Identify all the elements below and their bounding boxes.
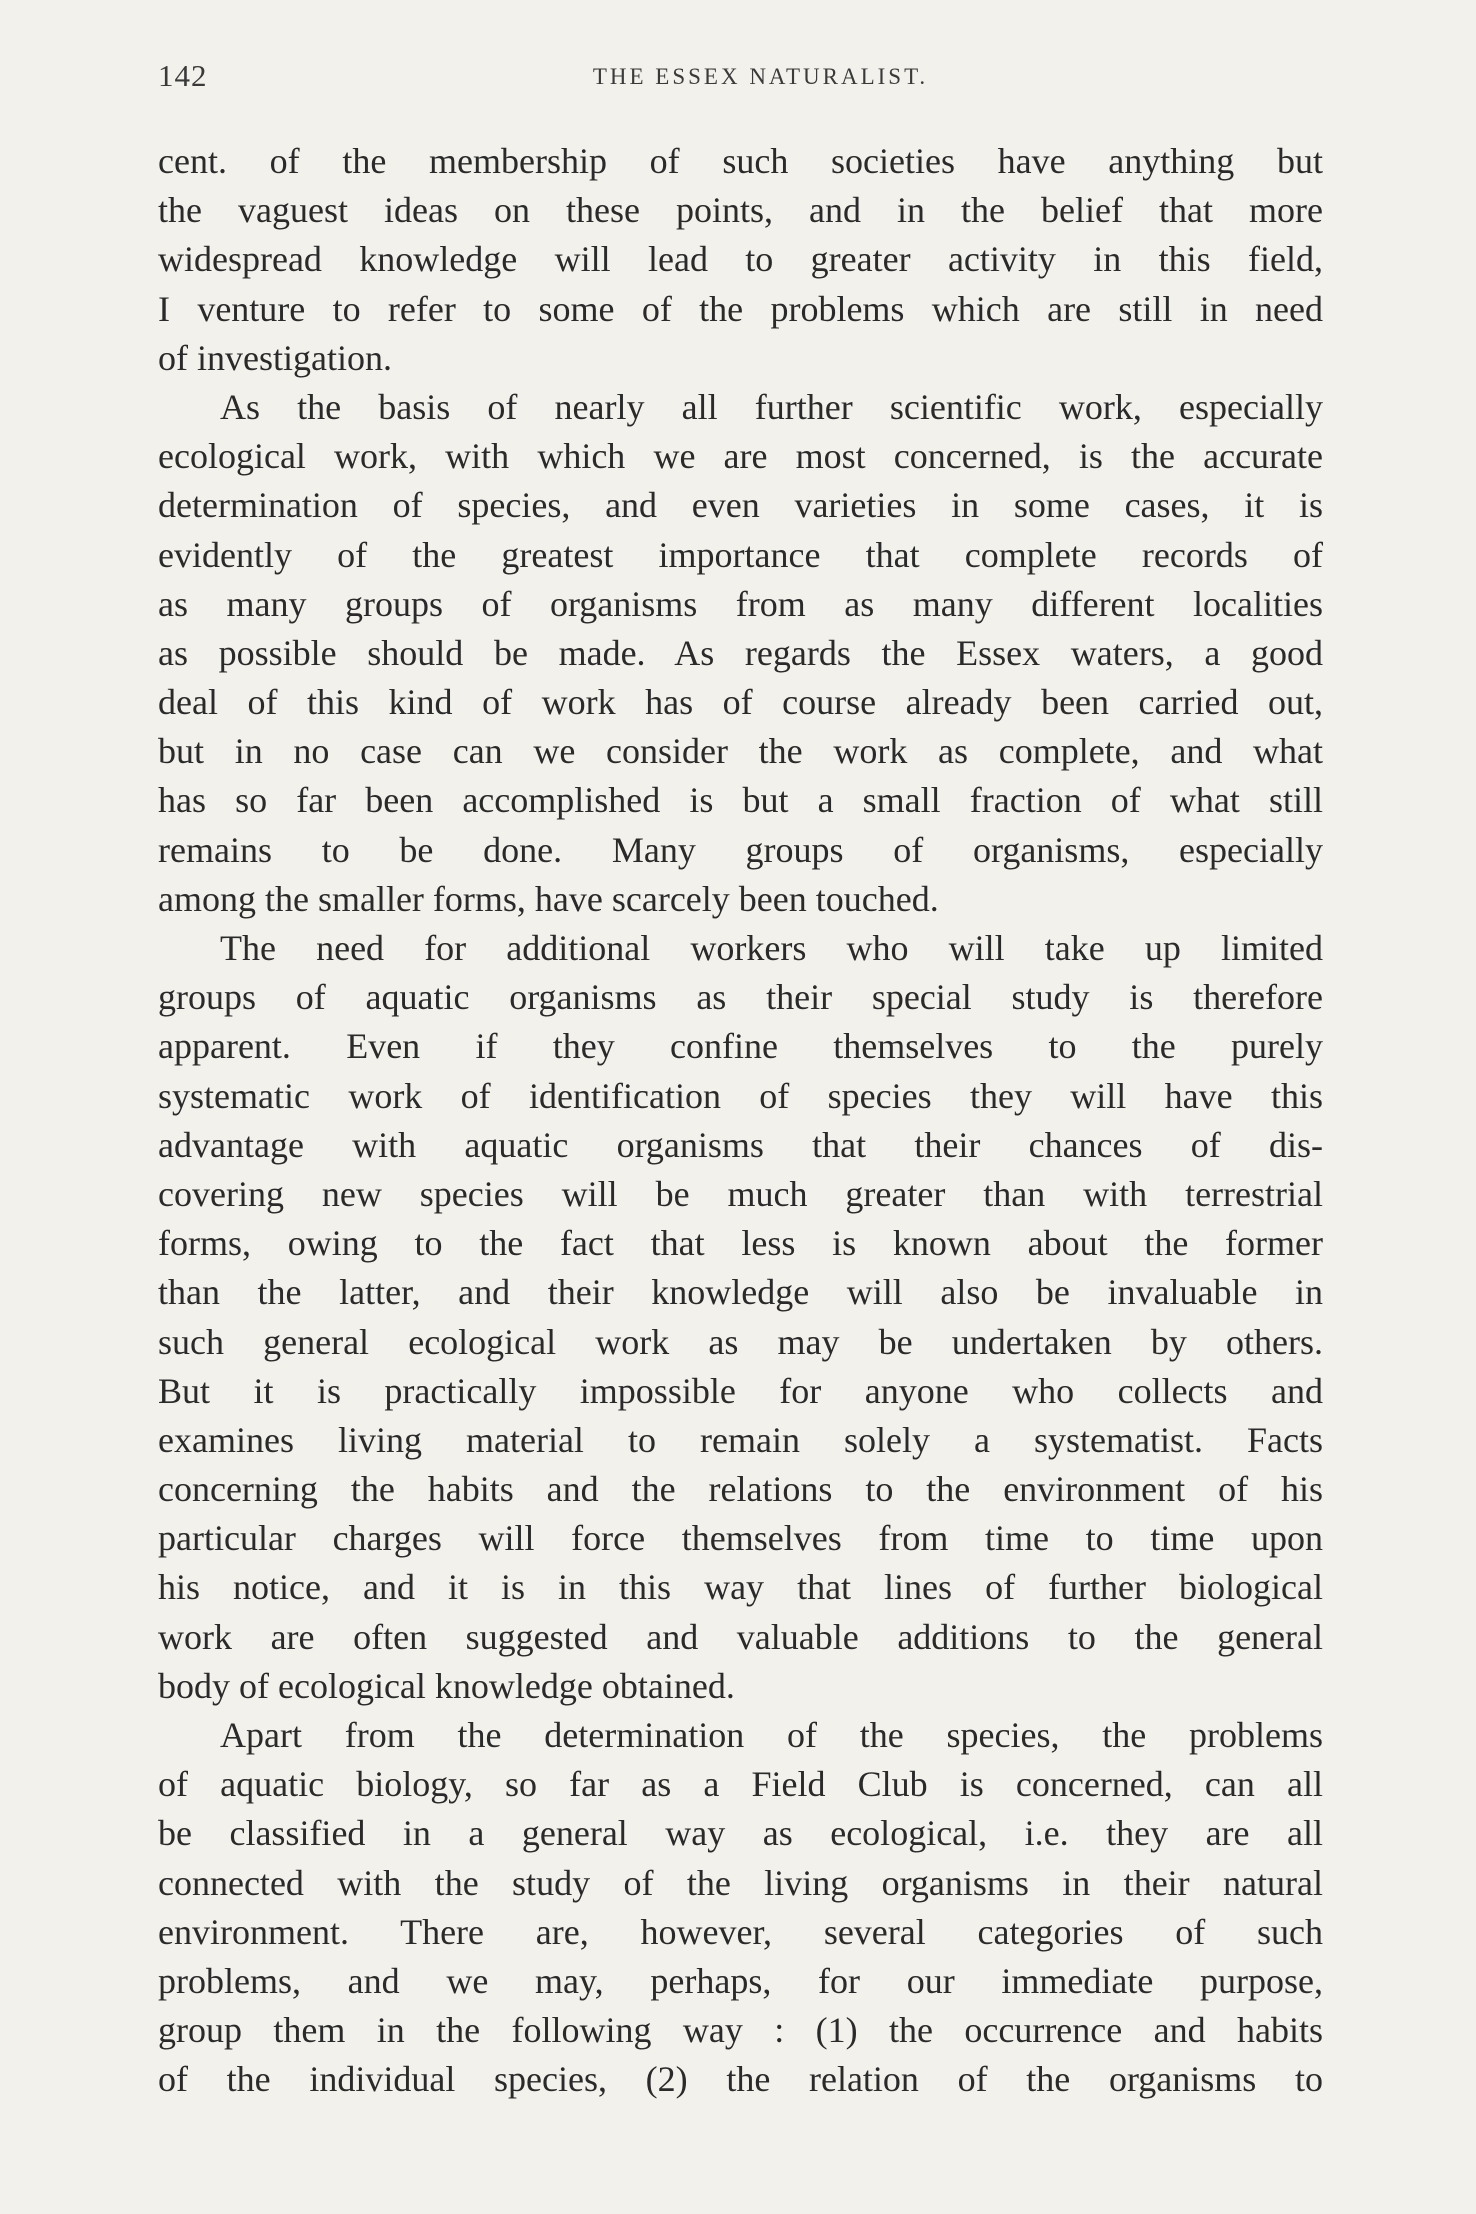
text-line: widespread knowledge will lead to greater activity in this field, xyxy=(158,239,1323,280)
text-line: evidently of the greatest importance that complete records of xyxy=(158,534,1323,575)
text-line: of aquatic biology, so far as a Field Club is concerned, can all xyxy=(158,1764,1323,1805)
text-line: systematic work of identification of species they will have this xyxy=(158,1075,1323,1116)
text-line: the vaguest ideas on these points, and in the belief that more xyxy=(158,190,1323,231)
text-line: forms, owing to the fact that less is known about the former xyxy=(158,1223,1323,1264)
text-line: groups of aquatic organisms as their special study is therefore xyxy=(158,977,1323,1018)
text-line: examines living material to remain solely a systematist. Facts xyxy=(158,1419,1323,1460)
text-line: as many groups of organisms from as many different localities xyxy=(158,583,1323,624)
text-line: such general ecological work as may be undertaken by others. xyxy=(158,1321,1323,1362)
text-line: be classified in a general way as ecological, i.e. they are all xyxy=(158,1813,1323,1854)
text-line: problems, and we may, perhaps, for our immediate purpose, xyxy=(158,1960,1323,2001)
text-line: than the latter, and their knowledge will also be invaluable in xyxy=(158,1272,1323,1313)
text-line: ecological work, with which we are most concerned, is the accurate xyxy=(158,436,1323,477)
text-line: But it is practically impossible for anyone who collects and xyxy=(158,1370,1323,1411)
text-line: environment. There are, however, several categories of such xyxy=(158,1911,1323,1952)
text-line: remains to be done. Many groups of organisms, especially xyxy=(158,829,1323,870)
text-line: advantage with aquatic organisms that their chances of dis- xyxy=(158,1124,1323,1165)
text-line: As the basis of nearly all further scientific work, especially xyxy=(220,386,1323,427)
text-line: his notice, and it is in this way that lines of further biological xyxy=(158,1567,1323,1608)
text-line: work are often suggested and valuable additions to the general xyxy=(158,1616,1323,1657)
text-line: group them in the following way : (1) the occurrence and habits xyxy=(158,2010,1323,2051)
text-line: cent. of the membership of such societies have anything but xyxy=(158,141,1323,181)
text-line: particular charges will force themselves from time to time upon xyxy=(158,1518,1323,1559)
page-number: 142 xyxy=(158,58,208,93)
running-head xyxy=(158,58,1323,98)
text-line: body of ecological knowledge obtained. xyxy=(158,1665,735,1706)
text-line: The need for additional workers who will take up limited xyxy=(220,928,1323,968)
text-line: Apart from the determination of the species, the problems xyxy=(220,1715,1323,1755)
text-line: covering new species will be much greater than with terrestrial xyxy=(158,1173,1323,1214)
text-line: determination of species, and even varieties in some cases, it is xyxy=(158,485,1323,526)
text-line: I venture to refer to some of the problems which are still in need xyxy=(158,288,1323,329)
text-line: connected with the study of the living organisms in their natural xyxy=(158,1862,1323,1903)
text-line: but in no case can we consider the work as complete, and what xyxy=(158,731,1323,772)
body-text xyxy=(158,137,1323,2105)
text-line: as possible should be made. As regards the Essex waters, a good xyxy=(158,632,1323,673)
journal-title: THE ESSEX NATURALIST. xyxy=(592,64,929,89)
text-line: concerning the habits and the relations to the environment of his xyxy=(158,1469,1323,1510)
text-line: apparent. Even if they confine themselves to the purely xyxy=(158,1026,1323,1067)
text-line: among the smaller forms, have scarcely been touched. xyxy=(158,878,939,919)
text-line: of the individual species, (2) the relation of the organisms to xyxy=(158,2059,1323,2100)
text-line: of investigation. xyxy=(158,337,392,378)
text-line: deal of this kind of work has of course already been carried out, xyxy=(158,682,1323,723)
text-line: has so far been accomplished is but a small fraction of what still xyxy=(158,780,1323,821)
